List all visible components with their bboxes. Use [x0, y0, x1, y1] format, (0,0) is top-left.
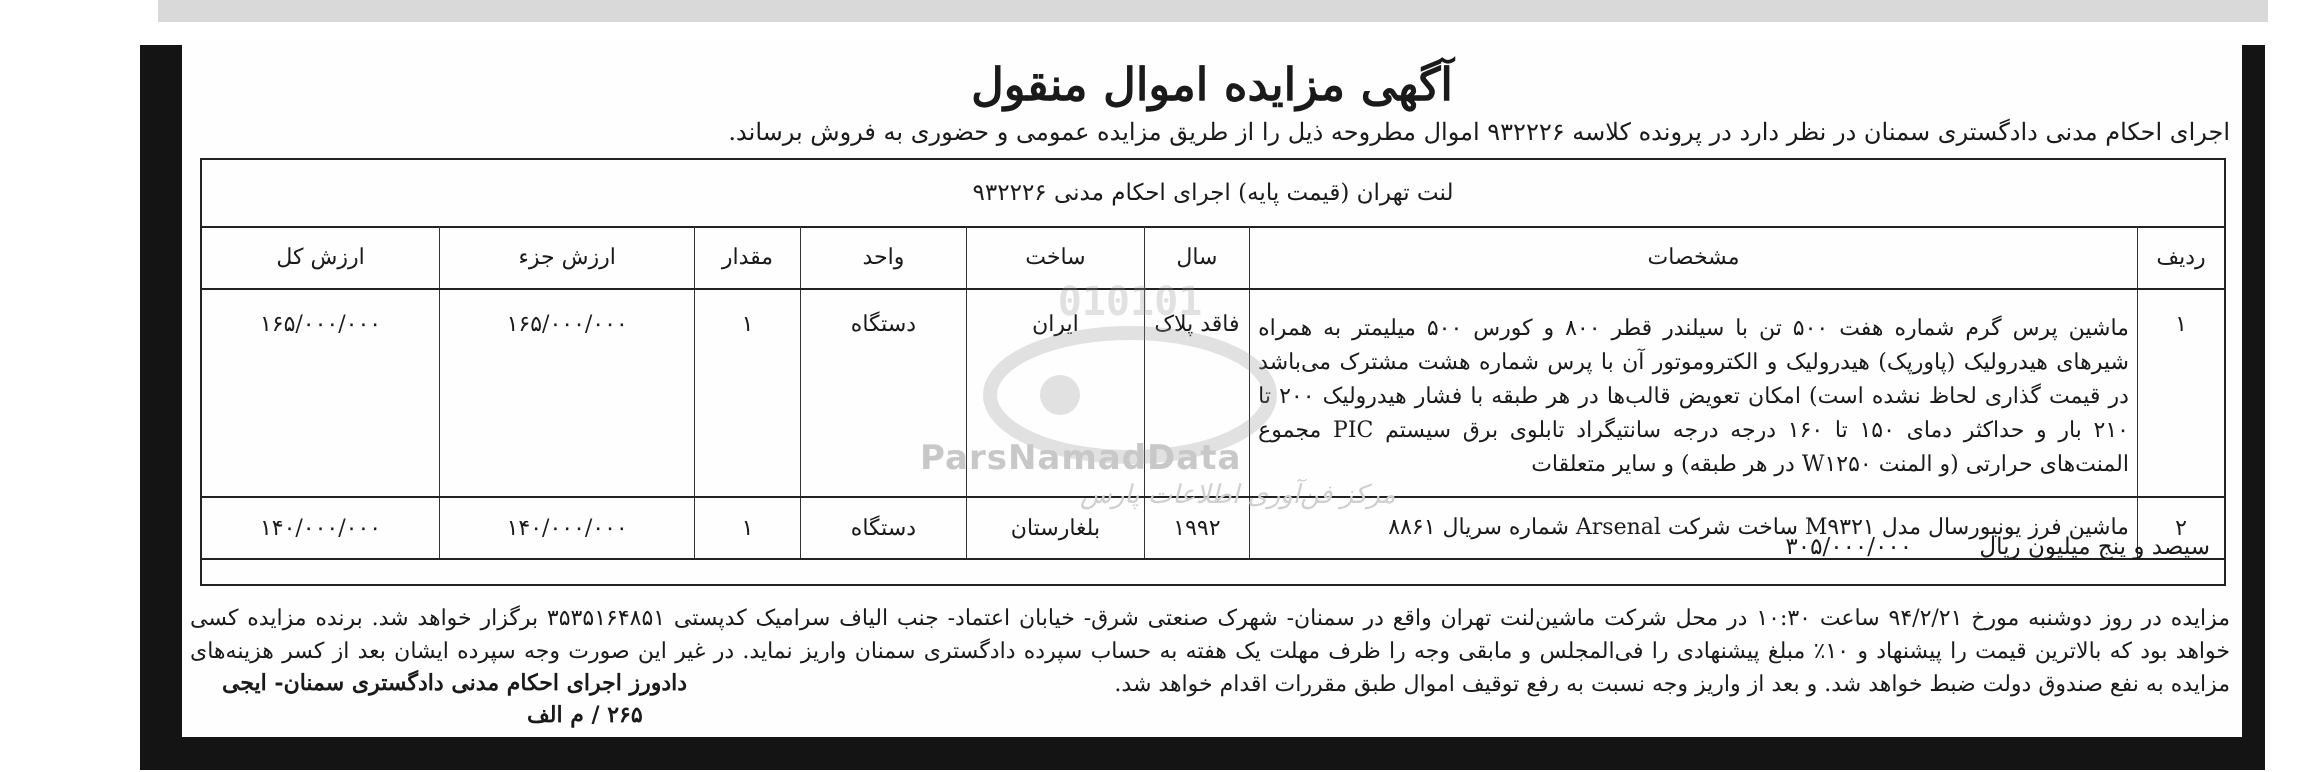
item-year: فاقد پلاک	[1144, 289, 1249, 497]
item-description: ماشین پرس گرم شماره هفت ۵۰۰ تن با سیلندر قطر ۸۰۰ و کورس ۵۰۰ میلیمتر به همراه شیرهای هیدرولیک (پاورپک) هیدرولیک و الکتروموتور آن با پرس شماره هشت مشترک می‌باشد در قیمت گذاری لحاظ نشده است) امکان تعویض قالب‌ها در هر طبقه با فشار هیدرولیک ۲۰۰ تا ۲۱۰ بار و حداکثر دمای ۱۵۰ تا ۱۶۰ درجه درجه سانتیگراد تابلوی برق سیستم PIC مجموع المنت‌های حرارتی (و المنت W۱۲۵۰ در هر طبقه) و سایر متعلقات	[1250, 289, 2138, 497]
column-header: سال	[1144, 226, 1249, 289]
column-header: ساخت	[967, 226, 1145, 289]
reference-number: ۲۶۵ / م الف	[527, 702, 643, 728]
item-made: بلغارستان	[967, 497, 1145, 559]
column-header: مشخصات	[1250, 226, 2138, 289]
column-header: ارزش کل	[202, 226, 440, 289]
row-number: ۲	[2137, 497, 2224, 559]
watermark-digits: 010101	[1057, 279, 1203, 325]
column-header: ردیف	[2137, 226, 2224, 289]
item-quantity: ۱	[695, 497, 800, 559]
watermark-subtitle: مرکز فن‌آوری اطلاعات پارس	[1080, 480, 1396, 510]
item-unit-value: ۱۶۵/۰۰۰/۰۰۰	[440, 289, 695, 497]
row-number: ۱	[2137, 289, 2224, 497]
notice-page	[182, 42, 2242, 737]
item-total-value: ۱۴۰/۰۰۰/۰۰۰	[202, 497, 440, 559]
item-year: ۱۹۹۲	[1144, 497, 1249, 559]
total-words: سیصد و پنج میلیون ریال	[1979, 534, 2210, 560]
item-unit-value: ۱۴۰/۰۰۰/۰۰۰	[440, 497, 695, 559]
notice-title: آگهی مزایده اموال منقول	[971, 58, 1453, 111]
watermark-brand: ParsNamadData	[920, 438, 1242, 478]
item-unit: دستگاه	[800, 497, 966, 559]
signature-line: دادورز اجرای احکام مدنی دادگستری سمنان- ایجی	[222, 670, 688, 696]
notice-intro: اجرای احکام مدنی دادگستری سمنان در نظر دارد در پرونده کلاسه ۹۳۲۲۲۶ اموال مطروحه ذیل را از طریق مزایده عمومی و حضوری به فروش برساند.	[728, 118, 2230, 146]
item-description: ماشین فرز یونیورسال مدل M۹۳۲۱ ساخت شرکت Arsenal شماره سریال ۸۸۶۱	[1250, 497, 2138, 559]
total-number: ۳۰۵/۰۰۰/۰۰۰	[1785, 534, 1913, 560]
grand-total	[202, 510, 2224, 584]
item-unit: دستگاه	[800, 289, 966, 497]
table-header-row	[202, 226, 2224, 289]
item-total-value: ۱۶۵/۰۰۰/۰۰۰	[202, 289, 440, 497]
column-header: واحد	[800, 226, 966, 289]
auction-terms: مزایده در روز دوشنبه مورخ ۹۴/۲/۲۱ ساعت ۱۰:۳۰ در محل شرکت ماشین‌لنت تهران واقع در سمنان- شهرک صنعتی شرق- خیابان اعتماد- جنب الیاف سرامیک کدپستی ۳۵۳۵۱۶۴۸۵۱ برگزار خواهد شد. برنده مزایده کسی خواهد بود که بالاترین قیمت را پیشنهاد و ۱۰٪ مبلغ پیشنهادی را فی‌المجلس و مابقی وجه را ظرف مهلت یک هفته به حساب سپرده دادگستری سمنان واریز نماید. در غیر این صورت وجه سپرده ایشان بعد از کسر هزینه‌های مزایده به نفع صندوق دولت ضبط خواهد شد. و بعد از واریز وجه نسبت به رفع توقیف اموال طبق مقررات اقدام خواهد شد.	[190, 606, 2231, 697]
column-header: مقدار	[695, 226, 800, 289]
items-ledger	[200, 158, 2226, 586]
item-quantity: ۱	[695, 289, 800, 497]
top-shadow	[158, 0, 2268, 22]
column-header: ارزش جزء	[440, 226, 695, 289]
ledger-title: لنت تهران (قیمت پایه) اجرای احکام مدنی ۹۳۲۲۲۶	[202, 160, 2224, 228]
item-made: ایران	[967, 289, 1145, 497]
